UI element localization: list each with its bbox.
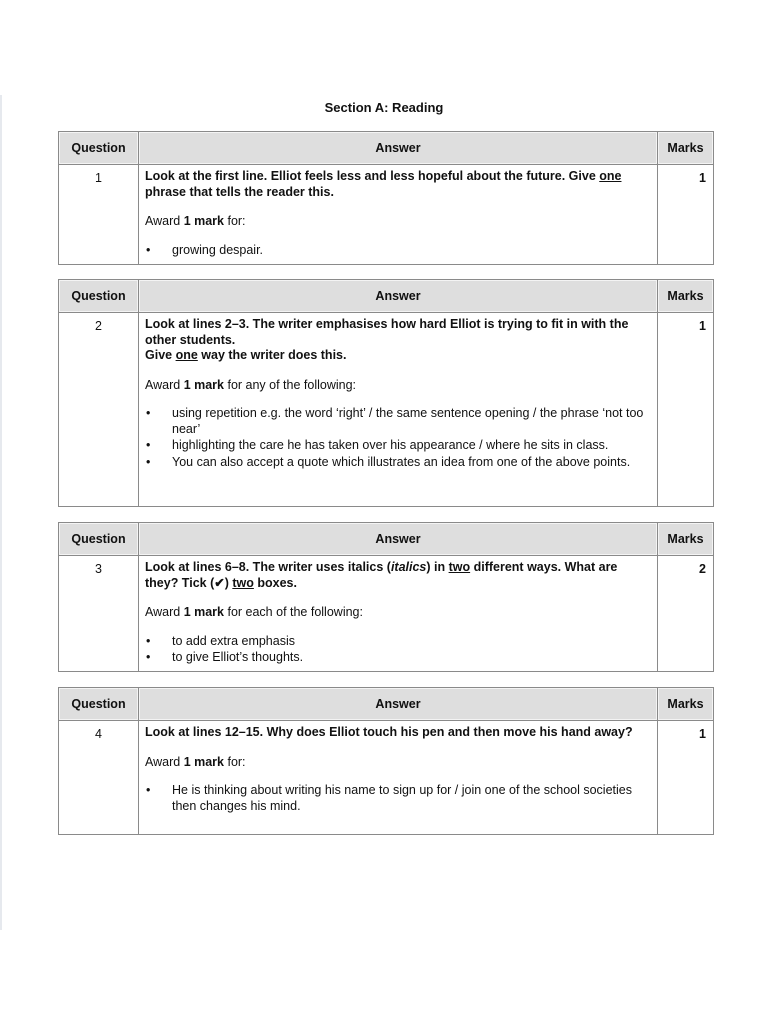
list-item: • using repetition e.g. the word ‘right’ / the same sentence opening / the phrase ‘not too near’ [145,406,651,437]
table-header-row [59,523,714,556]
marks-value: 1 [658,721,714,835]
award-text: Award 1 mark for: [145,754,246,769]
table-row [59,556,714,672]
award-text: Award 1 mark for each of the following: [145,605,363,619]
question-header: Question [59,132,139,165]
answer-header: Answer [139,523,658,556]
answer-header: Answer [139,280,658,313]
answer-points [145,406,651,470]
list-item: • growing despair. [145,243,651,259]
table-header-row [59,132,714,165]
marks-header: Marks [658,280,714,313]
marks-value: 1 [658,165,714,265]
table-row [59,721,714,835]
marks-value: 2 [658,556,714,672]
marks-header: Marks [658,688,714,721]
table-row [59,165,714,265]
question-table-4 [58,687,714,835]
list-item: • highlighting the care he has taken over his appearance / where he sits in class. [145,438,651,454]
page-edge-rule [0,95,2,930]
table-header-row [59,280,714,313]
answer-cell [139,313,658,507]
table-row [59,313,714,507]
list-item: • You can also accept a quote which illustrates an idea from one of the above points. [145,455,651,471]
list-item: • to give Elliot’s thoughts. [145,650,651,666]
question-header: Question [59,688,139,721]
question-table-2 [58,279,714,507]
answer-header: Answer [139,132,658,165]
question-header: Question [59,523,139,556]
list-item: • to add extra emphasis [145,634,651,650]
question-number: 1 [59,165,139,265]
marks-header: Marks [658,132,714,165]
question-prompt: Look at lines 2–3. The writer emphasises how hard Elliot is trying to fit in with the other students. Give one way the writer does this. [145,317,629,362]
question-table-1 [58,131,714,265]
table-header-row [59,688,714,721]
question-prompt: Look at lines 12–15. Why does Elliot touch his pen and then move his hand away? [145,725,633,739]
question-number: 4 [59,721,139,835]
answer-cell [139,556,658,672]
question-prompt: Look at lines 6–8. The writer uses italics (italics) in two different ways. What are they? Tick (✔) two boxes. [145,560,618,590]
answer-points [145,634,651,666]
question-header: Question [59,280,139,313]
answer-cell [139,721,658,835]
answer-header: Answer [139,688,658,721]
answer-points [145,783,651,814]
marks-header: Marks [658,523,714,556]
answer-cell [139,165,658,265]
marks-value: 1 [658,313,714,507]
award-text: Award 1 mark for: [145,214,246,228]
list-item: • He is thinking about writing his name to sign up for / join one of the school societies then changes his mind. [145,783,651,814]
section-title: Section A: Reading [324,100,444,115]
answer-points [145,243,651,259]
question-prompt: Look at the first line. Elliot feels less and less hopeful about the future. Give one phrase that tells the reader this. [145,169,622,199]
question-number: 3 [59,556,139,672]
award-text: Award 1 mark for any of the following: [145,377,357,392]
question-table-3 [58,522,714,672]
question-number: 2 [59,313,139,507]
